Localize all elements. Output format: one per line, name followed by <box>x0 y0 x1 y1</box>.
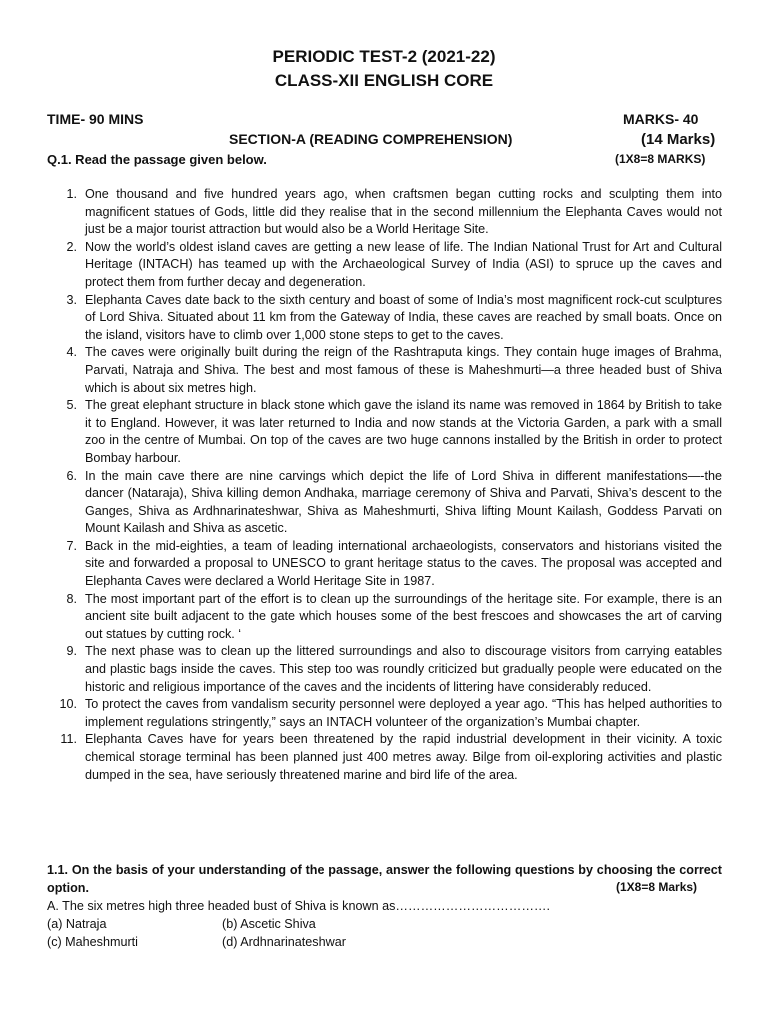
passage-item-text: In the main cave there are nine carvings which depict the life of Lord Shiva in different manifestations—-the dancer (Nataraja), Shiva killing demon Andhaka, marriage ceremony of Shiva and Parvati, Shiva’s descent to the Ganges, Shiva as Ardhnarinateshwar, Shiva as Maheshmurti, Shiva lifting Mount Kailash, Goddess Parvati on Mount Kailash and Shiva as ascetic. <box>85 468 722 536</box>
passage-item-text: The great elephant structure in black stone which gave the island its name was removed in 1864 by British to take it to England. However, it was later returned to India and now stands at the Victoria Garden, a park with a small zoo in the centre of Mumbai. On top of the caves are two huge cannons installed by the British in order to protect Bombay harbour. <box>85 398 722 465</box>
passage-item-text: To protect the caves from vandalism security personnel were deployed a year ago. “This has helped authorities to implement regulations stringently,” says an INTACH volunteer of the organization’s Mumbai chapter. <box>85 697 722 729</box>
passage-item-text: The most important part of the effort is to clean up the surroundings of the heritage site. For example, there is an ancient site built adjacent to the gate which houses some of the best frescoes and showcases the art of carving out statues by cutting rock. ‘ <box>85 591 722 641</box>
passage-item-number: 2. <box>66 239 77 254</box>
passage-item-number: 8. <box>66 591 77 606</box>
option-c: (c) Maheshmurti <box>47 935 138 949</box>
passage-item-text: The next phase was to clean up the littered surroundings and also to discourage visitors from carrying eatables and plastic bags inside the caves. This step too was roundly criticized but gradually people were educated on the historic and religious importance of the caves and the incidents of littering have considerably reduced. <box>85 644 722 694</box>
test-title: PERIODIC TEST-2 (2021-22) <box>272 47 496 66</box>
question-1-marks: (1X8=8 MARKS) <box>615 152 706 166</box>
passage-item <box>47 696 722 731</box>
passage-item <box>47 538 722 591</box>
marks-label: MARKS- 40 <box>623 111 699 127</box>
passage-item-text: One thousand and five hundred years ago, when craftsmen began cutting rocks and sculpting them into magnificent statues of Gods, little did they realise that in the second millennium the Elephanta Caves would not just be a major tourist attraction but would also be a World Heritage Site. <box>85 187 722 237</box>
class-title: CLASS-XII ENGLISH CORE <box>274 71 494 90</box>
passage-item <box>47 397 722 467</box>
passage-item <box>47 468 722 538</box>
passage-item <box>47 591 722 644</box>
option-b: (b) Ascetic Shiva <box>222 917 316 931</box>
passage-item <box>47 344 722 397</box>
option-a: (a) Natraja <box>47 917 107 931</box>
question-1-instruction: Q.1. Read the passage given below. <box>47 152 267 167</box>
passage-item-number: 3. <box>66 292 77 307</box>
passage-item-number: 5. <box>66 398 77 413</box>
option-d: (d) Ardhnarinateshwar <box>222 935 346 949</box>
passage-item-text: Now the world’s oldest island caves are getting a new lease of life. The Indian National Trust for Art and Cultural Heritage (INTACH) has teamed up with the Archaeological Survey of India (ASI) to spruce up the caves and protect them from further decay and degeneration. <box>85 239 722 289</box>
passage-item-number: 4. <box>66 345 77 360</box>
time-label: TIME- 90 MINS <box>47 111 144 127</box>
passage-item-number: 1. <box>66 187 77 201</box>
passage-item-text: Elephanta Caves have for years been threatened by the rapid industrial development in their vicinity. A toxic chemical storage terminal has been planned just 400 metres away. Bilge from oil-exploring activities and plastic dumped in the sea, have seriously threatened marine and bird life of the area. <box>85 732 722 782</box>
passage-item-number: 10. <box>59 697 77 712</box>
questions-heading: 1.1. On the basis of your understanding of the passage, answer the following questions by choosing the correct option. <box>47 863 722 895</box>
question-a: A. The six metres high three headed bust of Shiva is known as………………………………. <box>47 899 551 913</box>
passage-item-number: 11. <box>60 732 77 747</box>
passage-item <box>47 239 722 292</box>
passage-item-text: The caves were originally built during the reign of the Rashtraputa kings. They contain huge images of Brahma, Parvati, Natraja and Shiva. The best and most famous of these is Maheshmurti—a three headed bust of Shiva which is about six metres high. <box>85 345 722 395</box>
passage-item-number: 6. <box>66 468 77 483</box>
questions-marks: (1X8=8 Marks) <box>616 880 698 894</box>
section-marks: (14 Marks) <box>641 131 716 148</box>
passage-item <box>47 292 722 345</box>
passage-list <box>47 186 722 784</box>
passage-item-text: Elephanta Caves date back to the sixth century and boast of some of India’s most magnificent rock-cut sculptures of Lord Shiva. Situated about 11 km from the Gateway of India, these caves are reached by small boats. Once on the island, visitors have to climb over 1,000 stone steps to get to the caves. <box>85 292 722 342</box>
passage-item-text: Back in the mid-eighties, a team of leading international archaeologists, conservators and historians visited the site and forwarded a proposal to UNESCO to grant heritage status to the caves. The proposal was accepted and Elephanta Caves were declared a World Heritage Site in 1987. <box>85 538 722 589</box>
passage-item <box>47 643 722 696</box>
passage-item-number: 9. <box>66 644 77 659</box>
passage-item <box>47 731 722 784</box>
passage-item <box>47 186 722 239</box>
passage-item-number: 7. <box>66 538 77 553</box>
section-title: SECTION-A (READING COMPREHENSION) <box>229 131 513 147</box>
